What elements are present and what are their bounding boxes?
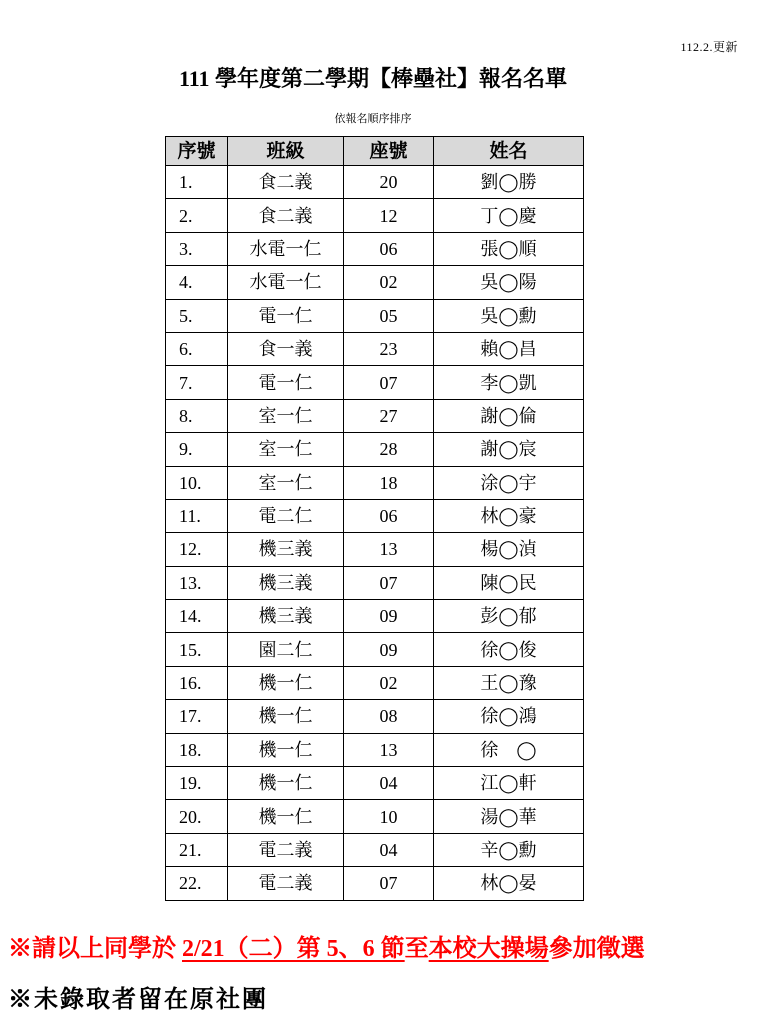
class-cell: 食一義 [228, 332, 344, 365]
row-number-cell: 13. [166, 566, 228, 599]
seat-cell: 10 [344, 800, 434, 833]
registration-table [165, 136, 584, 901]
name-cell: 彭◯郁 [434, 600, 584, 633]
page-title: 111 學年度第二學期【棒壘社】報名名單 [178, 66, 568, 91]
class-cell: 機三義 [228, 566, 344, 599]
notice-suffix: 參加徵選 [548, 936, 645, 962]
table-row [166, 499, 584, 532]
seat-cell: 04 [344, 767, 434, 800]
class-cell: 機一仁 [228, 700, 344, 733]
table-row [166, 700, 584, 733]
class-cell: 機一仁 [228, 800, 344, 833]
row-number-cell: 21. [166, 833, 228, 866]
name-cell: 涂◯宇 [434, 466, 584, 499]
row-number-cell: 7. [166, 366, 228, 399]
roster-body [166, 166, 584, 901]
name-cell: 陳◯民 [434, 566, 584, 599]
name-cell: 徐◯俊 [434, 633, 584, 666]
row-number-cell: 8. [166, 399, 228, 432]
name-cell: 江◯軒 [434, 767, 584, 800]
seat-cell: 13 [344, 533, 434, 566]
row-number-cell: 18. [166, 733, 228, 766]
table-header-row [166, 137, 584, 166]
class-cell: 機一仁 [228, 733, 344, 766]
notice-place: 本校大操場 [428, 936, 549, 962]
row-number-cell: 17. [166, 700, 228, 733]
seat-cell: 07 [344, 366, 434, 399]
seat-cell: 06 [344, 232, 434, 265]
seat-cell: 08 [344, 700, 434, 733]
notice-line [8, 934, 645, 964]
seat-cell: 02 [344, 266, 434, 299]
class-cell: 園二仁 [228, 633, 344, 666]
page-subtitle: 依報名順序排序 [334, 113, 412, 125]
seat-cell: 09 [344, 633, 434, 666]
class-cell: 水電一仁 [228, 232, 344, 265]
class-cell: 食二義 [228, 199, 344, 232]
class-cell: 電一仁 [228, 299, 344, 332]
update-note: 112.2.更新 [680, 40, 738, 54]
seat-cell: 07 [344, 566, 434, 599]
seat-cell: 28 [344, 433, 434, 466]
class-cell: 電二義 [228, 833, 344, 866]
class-cell: 機一仁 [228, 666, 344, 699]
table-row [166, 666, 584, 699]
class-cell: 室一仁 [228, 466, 344, 499]
row-number-cell: 11. [166, 499, 228, 532]
unselected-note: ※未錄取者留在原社團 [8, 987, 268, 1013]
name-cell: 李◯凱 [434, 366, 584, 399]
name-cell: 謝◯宸 [434, 433, 584, 466]
table-row [166, 399, 584, 432]
name-cell: 徐 ◯ [434, 733, 584, 766]
class-cell: 室一仁 [228, 433, 344, 466]
name-cell: 劉◯勝 [434, 166, 584, 199]
row-number-cell: 19. [166, 767, 228, 800]
seat-cell: 27 [344, 399, 434, 432]
seat-cell: 04 [344, 833, 434, 866]
seat-cell: 20 [344, 166, 434, 199]
seat-cell: 18 [344, 466, 434, 499]
class-cell: 機三義 [228, 533, 344, 566]
table-row [166, 299, 584, 332]
class-cell: 機三義 [228, 600, 344, 633]
row-number-cell: 4. [166, 266, 228, 299]
table-row [166, 867, 584, 900]
table-row [166, 767, 584, 800]
class-cell: 食二義 [228, 166, 344, 199]
column-header-number: 序號 [166, 137, 228, 166]
class-cell: 水電一仁 [228, 266, 344, 299]
notice-middle: 至 [404, 936, 429, 962]
row-number-cell: 20. [166, 800, 228, 833]
seat-cell: 09 [344, 600, 434, 633]
table-row [166, 433, 584, 466]
name-cell: 丁◯慶 [434, 199, 584, 232]
table-row [166, 633, 584, 666]
name-cell: 林◯豪 [434, 499, 584, 532]
table-row [166, 600, 584, 633]
column-header-name: 姓名 [434, 137, 584, 166]
seat-cell: 05 [344, 299, 434, 332]
class-cell: 機一仁 [228, 767, 344, 800]
row-number-cell: 1. [166, 166, 228, 199]
name-cell: 吳◯陽 [434, 266, 584, 299]
table-row [166, 466, 584, 499]
notice-prefix: ※請以上同學於 [8, 936, 182, 962]
notice-time: 2/21（二）第 5、6 節 [182, 936, 405, 962]
name-cell: 楊◯湞 [434, 533, 584, 566]
row-number-cell: 10. [166, 466, 228, 499]
row-number-cell: 3. [166, 232, 228, 265]
class-cell: 電二仁 [228, 499, 344, 532]
name-cell: 林◯晏 [434, 867, 584, 900]
class-cell: 電一仁 [228, 366, 344, 399]
name-cell: 辛◯勳 [434, 833, 584, 866]
class-cell: 電二義 [228, 867, 344, 900]
seat-cell: 02 [344, 666, 434, 699]
column-header-seat: 座號 [344, 137, 434, 166]
table-row [166, 533, 584, 566]
name-cell: 王◯豫 [434, 666, 584, 699]
table-row [166, 566, 584, 599]
seat-cell: 12 [344, 199, 434, 232]
table-row [166, 733, 584, 766]
table-row [166, 366, 584, 399]
row-number-cell: 15. [166, 633, 228, 666]
table-row [166, 232, 584, 265]
row-number-cell: 5. [166, 299, 228, 332]
row-number-cell: 2. [166, 199, 228, 232]
column-header-class: 班級 [228, 137, 344, 166]
seat-cell: 06 [344, 499, 434, 532]
row-number-cell: 9. [166, 433, 228, 466]
table-row [166, 332, 584, 365]
seat-cell: 13 [344, 733, 434, 766]
seat-cell: 07 [344, 867, 434, 900]
row-number-cell: 14. [166, 600, 228, 633]
table-row [166, 199, 584, 232]
table-row [166, 166, 584, 199]
name-cell: 謝◯倫 [434, 399, 584, 432]
row-number-cell: 6. [166, 332, 228, 365]
table-row [166, 800, 584, 833]
seat-cell: 23 [344, 332, 434, 365]
row-number-cell: 12. [166, 533, 228, 566]
table-row [166, 266, 584, 299]
name-cell: 張◯順 [434, 232, 584, 265]
row-number-cell: 16. [166, 666, 228, 699]
name-cell: 湯◯華 [434, 800, 584, 833]
class-cell: 室一仁 [228, 399, 344, 432]
row-number-cell: 22. [166, 867, 228, 900]
name-cell: 徐◯鴻 [434, 700, 584, 733]
name-cell: 吳◯勳 [434, 299, 584, 332]
table-row [166, 833, 584, 866]
name-cell: 賴◯昌 [434, 332, 584, 365]
